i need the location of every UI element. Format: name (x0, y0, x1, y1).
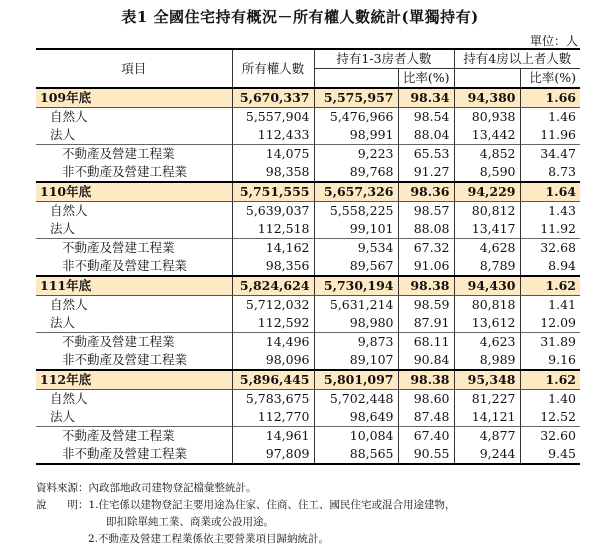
cell-r13: 98.38 (398, 370, 454, 390)
cell-h13: 88,565 (314, 445, 398, 464)
table-row (36, 202, 580, 221)
cell-owners: 14,961 (232, 427, 314, 446)
cell-h4: 4,623 (454, 333, 520, 352)
cell-h4: 8,989 (454, 351, 520, 370)
cell-r4: 1.66 (520, 88, 580, 108)
cell-h4: 13,442 (454, 126, 520, 145)
cell-h4: 80,818 (454, 296, 520, 315)
cell-r4: 1.62 (520, 276, 580, 296)
cell-h4: 80,812 (454, 202, 520, 221)
row-label: 非不動產及營建工程業 (62, 352, 188, 367)
cell-h13: 89,107 (314, 351, 398, 370)
year-total-row (36, 88, 580, 108)
explanation-1: 1.住宅係以建物登記主要用途為住家、住商、住工、國民住宅或混合用途建物， (88, 499, 456, 511)
row-label: 110年底 (36, 182, 232, 202)
explanation-1-continued: 即扣除單純工業、商業或公設用途。 (106, 516, 274, 528)
table-row (36, 220, 580, 239)
cell-owners: 112,518 (232, 220, 314, 239)
cell-r4: 1.40 (520, 390, 580, 409)
cell-h13: 5,575,957 (314, 88, 398, 108)
cell-r4: 8.73 (520, 163, 580, 182)
table-row (36, 163, 580, 182)
row-label: 不動產及營建工程業 (36, 333, 232, 352)
table-row (36, 239, 580, 258)
cell-h13: 5,476,966 (314, 108, 398, 127)
table-row (36, 390, 580, 409)
unit-label: 單位：人 (529, 34, 578, 48)
cell-r13: 98.60 (398, 390, 454, 409)
table-row (36, 445, 580, 464)
cell-h4: 4,877 (454, 427, 520, 446)
row-label: 111年底 (36, 276, 232, 296)
cell-h13: 5,702,448 (314, 390, 398, 409)
cell-h4: 94,380 (454, 88, 520, 108)
explanation-line-1 (36, 497, 586, 514)
cell-h13: 10,084 (314, 427, 398, 446)
row-label: 自然人 (50, 203, 88, 218)
cell-owners: 14,162 (232, 239, 314, 258)
cell-h4: 14,121 (454, 408, 520, 427)
cell-h4: 94,229 (454, 182, 520, 202)
row-label: 法人 (50, 409, 76, 424)
cell-r13: 91.27 (398, 163, 454, 182)
cell-owners: 14,496 (232, 333, 314, 352)
row-label: 不動產及營建工程業 (36, 239, 232, 258)
cell-r4: 34.47 (520, 145, 580, 164)
cell-h13: 5,801,097 (314, 370, 398, 390)
cell-owners: 97,809 (232, 445, 314, 464)
cell-r13: 88.08 (398, 220, 454, 239)
table-title: 表1 全國住宅持有概況－所有權人數統計(單獨持有) (121, 8, 479, 26)
cell-owners: 112,770 (232, 408, 314, 427)
row-label: 不動產及營建工程業 (36, 427, 232, 446)
cell-h4: 4,628 (454, 239, 520, 258)
cell-r13: 87.48 (398, 408, 454, 427)
cell-owners: 5,639,037 (232, 202, 314, 221)
row-label: 112年底 (36, 370, 232, 390)
cell-h4: 13,612 (454, 314, 520, 333)
cell-r13: 87.91 (398, 314, 454, 333)
cell-r4: 12.52 (520, 408, 580, 427)
source-note: 資料來源：內政部地政司建物登記檔彙整統計。 (36, 482, 257, 494)
cell-owners: 5,670,337 (232, 88, 314, 108)
table-row (36, 296, 580, 315)
cell-h13: 99,101 (314, 220, 398, 239)
cell-h13: 9,873 (314, 333, 398, 352)
year-total-row (36, 370, 580, 390)
row-label: 非不動產及營建工程業 (62, 164, 188, 179)
header-item: 項目 (36, 49, 232, 88)
cell-owners: 14,075 (232, 145, 314, 164)
cell-h4: 95,348 (454, 370, 520, 390)
cell-h4: 94,430 (454, 276, 520, 296)
cell-h4: 9,244 (454, 445, 520, 464)
cell-owners: 5,557,904 (232, 108, 314, 127)
cell-r4: 11.92 (520, 220, 580, 239)
cell-r13: 88.04 (398, 126, 454, 145)
row-label: 109年底 (36, 88, 232, 108)
header-group-4plus: 持有4房以上者人數 (454, 49, 580, 69)
cell-r4: 1.64 (520, 182, 580, 202)
row-label: 非不動產及營建工程業 (36, 445, 232, 464)
cell-h13: 98,991 (314, 126, 398, 145)
row-label: 自然人 (50, 391, 88, 406)
cell-r13: 90.84 (398, 351, 454, 370)
row-label: 法人 (50, 127, 76, 142)
cell-r13: 67.32 (398, 239, 454, 258)
row-label: 自然人 (50, 297, 88, 312)
year-total-row (36, 276, 580, 296)
explanation-2: 2.不動產及營建工程業係依主要營業項目歸納統計。 (88, 533, 330, 545)
cell-h4: 8,789 (454, 257, 520, 276)
cell-owners: 5,824,624 (232, 276, 314, 296)
table-row (36, 314, 580, 333)
year-total-row (36, 182, 580, 202)
header-owners: 所有權人數 (232, 49, 314, 88)
cell-r4: 12.09 (520, 314, 580, 333)
cell-r13: 98.57 (398, 202, 454, 221)
cell-r4: 1.43 (520, 202, 580, 221)
table-row (36, 427, 580, 446)
explanation-label: 說 明： (36, 499, 89, 511)
cell-h4: 81,227 (454, 390, 520, 409)
table-row (36, 257, 580, 276)
table-row (36, 408, 580, 427)
cell-owners: 98,358 (232, 163, 314, 182)
cell-h13: 5,558,225 (314, 202, 398, 221)
cell-r13: 91.06 (398, 257, 454, 276)
cell-h13: 5,657,326 (314, 182, 398, 202)
cell-h4: 4,852 (454, 145, 520, 164)
table-row (36, 108, 580, 127)
cell-r13: 68.11 (398, 333, 454, 352)
table-row (36, 351, 580, 370)
cell-h13: 89,567 (314, 257, 398, 276)
cell-r13: 98.59 (398, 296, 454, 315)
cell-h4: 80,938 (454, 108, 520, 127)
cell-r13: 98.54 (398, 108, 454, 127)
cell-h4: 8,590 (454, 163, 520, 182)
cell-r4: 32.68 (520, 239, 580, 258)
cell-owners: 5,783,675 (232, 390, 314, 409)
cell-r4: 1.62 (520, 370, 580, 390)
cell-h13: 9,534 (314, 239, 398, 258)
cell-owners: 98,096 (232, 351, 314, 370)
header-group-1-3: 持有1-3房者人數 (314, 49, 454, 69)
row-label: 自然人 (50, 109, 88, 124)
cell-r13: 67.40 (398, 427, 454, 446)
cell-r4: 32.60 (520, 427, 580, 446)
cell-r4: 1.46 (520, 108, 580, 127)
header-ratio-1-3: 比率(%) (398, 69, 454, 89)
row-label: 不動產及營建工程業 (36, 145, 232, 164)
cell-r13: 98.38 (398, 276, 454, 296)
cell-r4: 8.94 (520, 257, 580, 276)
cell-r4: 11.96 (520, 126, 580, 145)
cell-h13: 98,980 (314, 314, 398, 333)
row-label: 法人 (50, 315, 76, 330)
cell-r13: 90.55 (398, 445, 454, 464)
ownership-table (36, 48, 580, 465)
table-row (36, 333, 580, 352)
cell-h13: 9,223 (314, 145, 398, 164)
cell-h13: 89,768 (314, 163, 398, 182)
header-row-1 (36, 49, 580, 69)
cell-r4: 9.45 (520, 445, 580, 464)
cell-r4: 9.16 (520, 351, 580, 370)
notes-block (36, 480, 586, 548)
cell-owners: 112,433 (232, 126, 314, 145)
cell-owners: 5,896,445 (232, 370, 314, 390)
cell-r4: 31.89 (520, 333, 580, 352)
header-ratio-4plus: 比率(%) (520, 69, 580, 89)
cell-owners: 5,712,032 (232, 296, 314, 315)
cell-r13: 98.36 (398, 182, 454, 202)
cell-r13: 65.53 (398, 145, 454, 164)
table-row (36, 145, 580, 164)
cell-owners: 98,356 (232, 257, 314, 276)
table-body (36, 88, 580, 464)
cell-h13: 5,730,194 (314, 276, 398, 296)
row-label: 非不動產及營建工程業 (62, 258, 188, 273)
cell-h4: 13,417 (454, 220, 520, 239)
cell-owners: 5,751,555 (232, 182, 314, 202)
row-label: 法人 (50, 221, 76, 236)
cell-r4: 1.41 (520, 296, 580, 315)
table-row (36, 126, 580, 145)
cell-owners: 112,592 (232, 314, 314, 333)
cell-h13: 5,631,214 (314, 296, 398, 315)
cell-h13: 98,649 (314, 408, 398, 427)
cell-r13: 98.34 (398, 88, 454, 108)
